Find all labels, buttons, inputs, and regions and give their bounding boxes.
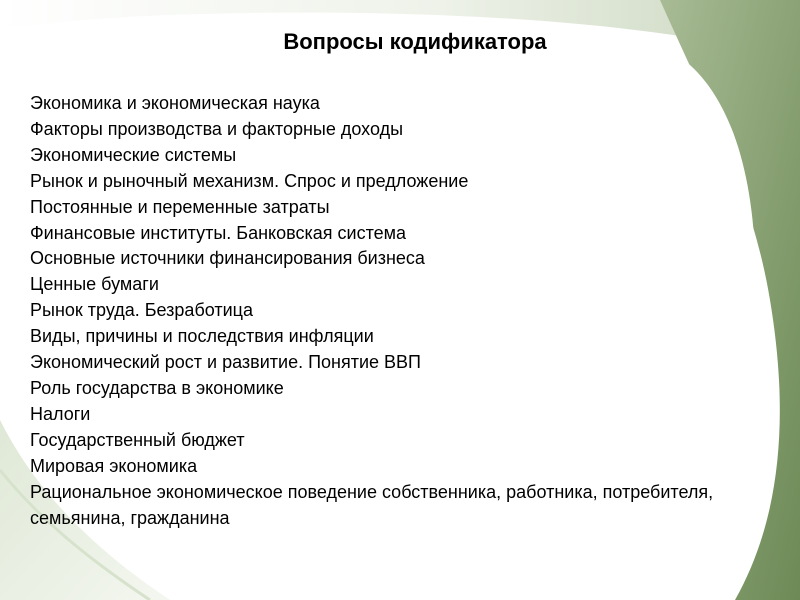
list-item: Факторы производства и факторные доходы bbox=[30, 118, 404, 139]
list-item: Виды, причины и последствия инфляции bbox=[30, 326, 374, 347]
list-item: Рынок и рыночный механизм. Спрос и предложение bbox=[30, 170, 469, 191]
list-item: Основные источники финансирования бизнеса bbox=[30, 248, 425, 269]
list-item: Экономический рост и развитие. Понятие ВВП bbox=[30, 352, 421, 373]
list-item: Экономика и экономическая наука bbox=[30, 93, 320, 113]
list-item: Налоги bbox=[30, 403, 91, 424]
list-item: Государственный бюджет bbox=[30, 429, 245, 450]
topic-list bbox=[30, 91, 765, 531]
list-item: Финансовые институты. Банковская система bbox=[30, 222, 407, 243]
list-item: Экономические системы bbox=[30, 144, 237, 165]
list-item: Роль государства в экономике bbox=[30, 377, 284, 398]
list-item: Рынок труда. Безработица bbox=[30, 300, 253, 321]
slide-title: Вопросы кодификатора bbox=[283, 29, 547, 54]
list-item: Ценные бумаги bbox=[30, 274, 159, 295]
list-item: Мировая экономика bbox=[30, 455, 198, 476]
list-item: Постоянные и переменные затраты bbox=[30, 196, 330, 217]
list-item: Рациональное экономическое поведение собственника, работника, потребителя, семьянина, гражданина bbox=[30, 481, 714, 528]
